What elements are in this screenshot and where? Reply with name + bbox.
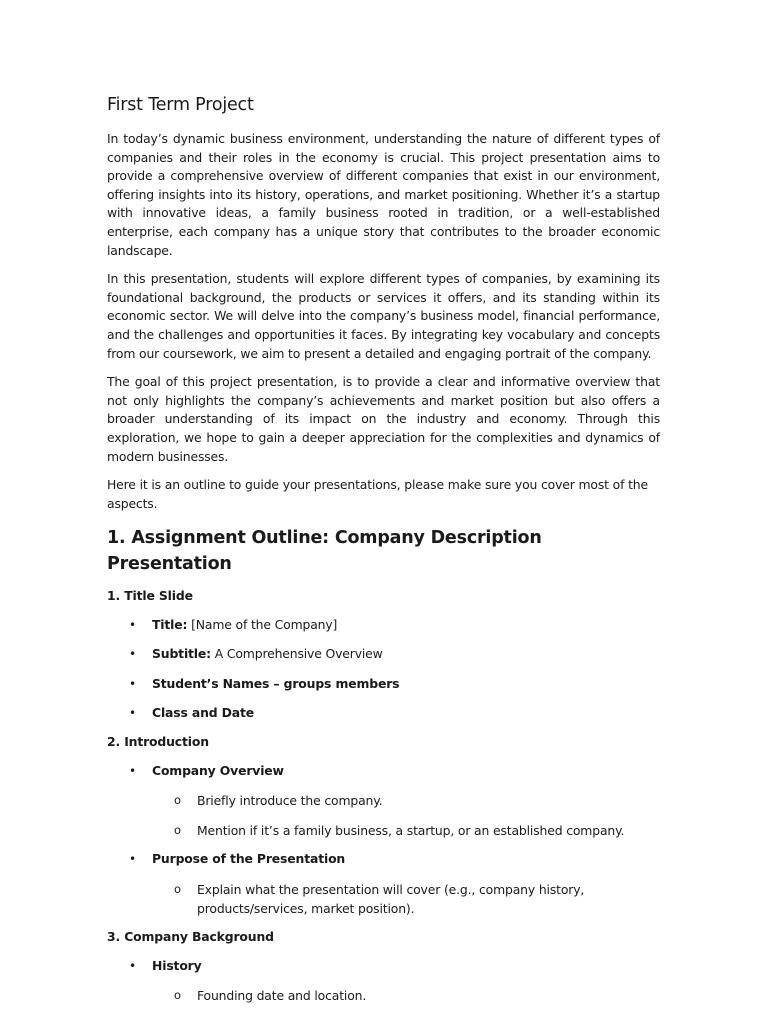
sub-list-item [107,821,660,840]
bullet-bold-label: Class and Date [152,704,255,720]
section-heading-company-background: 3. Company Background [107,929,274,945]
list-item [107,957,660,976]
outline-heading: 1. Assignment Outline: Company Description Presentation [107,528,542,575]
bullet-icon: • [129,647,136,662]
sub-list-item [107,880,660,918]
bullet-bold-label: Title: [152,617,188,633]
list-item [107,675,660,694]
bullet-icon: • [129,676,136,691]
bullet-icon: • [129,764,136,779]
bullet-icon: • [129,618,136,633]
bullet-bold-label: Purpose of the Presentation [152,851,346,867]
bullet-bold-label: Student’s Names – groups members [152,675,400,691]
list-item [107,704,660,723]
sub-bullet-text: Mention if it’s a family business, a startup, or an established company. [197,822,625,838]
bullet-icon: • [129,852,136,867]
presentation-paragraph: In this presentation, students will explore different types of companies, by examining its foundational background, the products or services it offers, and its standing within its economic sector. We will delve into the company’s business model, financial performance, and the challenges and opportunities it faces. By integrating key vocabulary and concepts from our coursework, we aim to present a detailed and engaging portrait of the company. [107,271,660,361]
list-item [107,850,660,869]
sub-bullet-icon: o [174,793,181,808]
sub-list-item [107,986,660,1005]
document-title: First Term Project [107,95,254,115]
sub-bullet-icon: o [174,881,181,896]
bullet-text: [Name of the Company] [187,617,338,633]
bullet-bold-label: Subtitle: [152,646,211,662]
list-item [107,616,660,635]
intro-paragraph: In today’s dynamic business environment, understanding the nature of different types of companies and their roles in the economy is crucial. This project presentation aims to provide a comprehensive overview of different companies that exist in our environment, offering insights into its history, operations, and market positioning. Whether it’s a startup with innovative ideas, a family business rooted in tradition, or a well-established enterprise, each company has a unique story that contributes to the broader economic landscape. [107,131,660,258]
bullet-bold-label: History [152,958,202,974]
bullet-icon: • [129,705,136,720]
goal-paragraph: The goal of this project presentation, is to provide a clear and informative overview that not only highlights the company’s achievements and market position but also offers a broader understanding of its impact on the industry and economy. Through this exploration, we hope to gain a deeper appreciation for the complexities and dynamics of modern businesses. [107,374,660,464]
outline-intro-paragraph: Here it is an outline to guide your presentations, please make sure you cover most of the aspects. [107,477,648,511]
section-heading-introduction: 2. Introduction [107,734,209,750]
bullet-text: A Comprehensive Overview [210,646,383,662]
document-page [107,92,660,1016]
sub-bullet-icon: o [174,988,181,1003]
bullet-bold-label: Company Overview [152,763,284,779]
list-item [107,762,660,781]
sub-bullet-icon: o [174,822,181,837]
sub-bullet-text: Briefly introduce the company. [197,793,383,809]
sub-list-item [107,791,660,810]
sub-bullet-text: Founding date and location. [197,988,367,1004]
sub-bullet-text: Explain what the presentation will cover (e.g., company history, products/services, market position). [197,881,585,916]
list-item [107,645,660,664]
section-heading-title-slide: 1. Title Slide [107,588,193,604]
bullet-icon: • [129,959,136,974]
